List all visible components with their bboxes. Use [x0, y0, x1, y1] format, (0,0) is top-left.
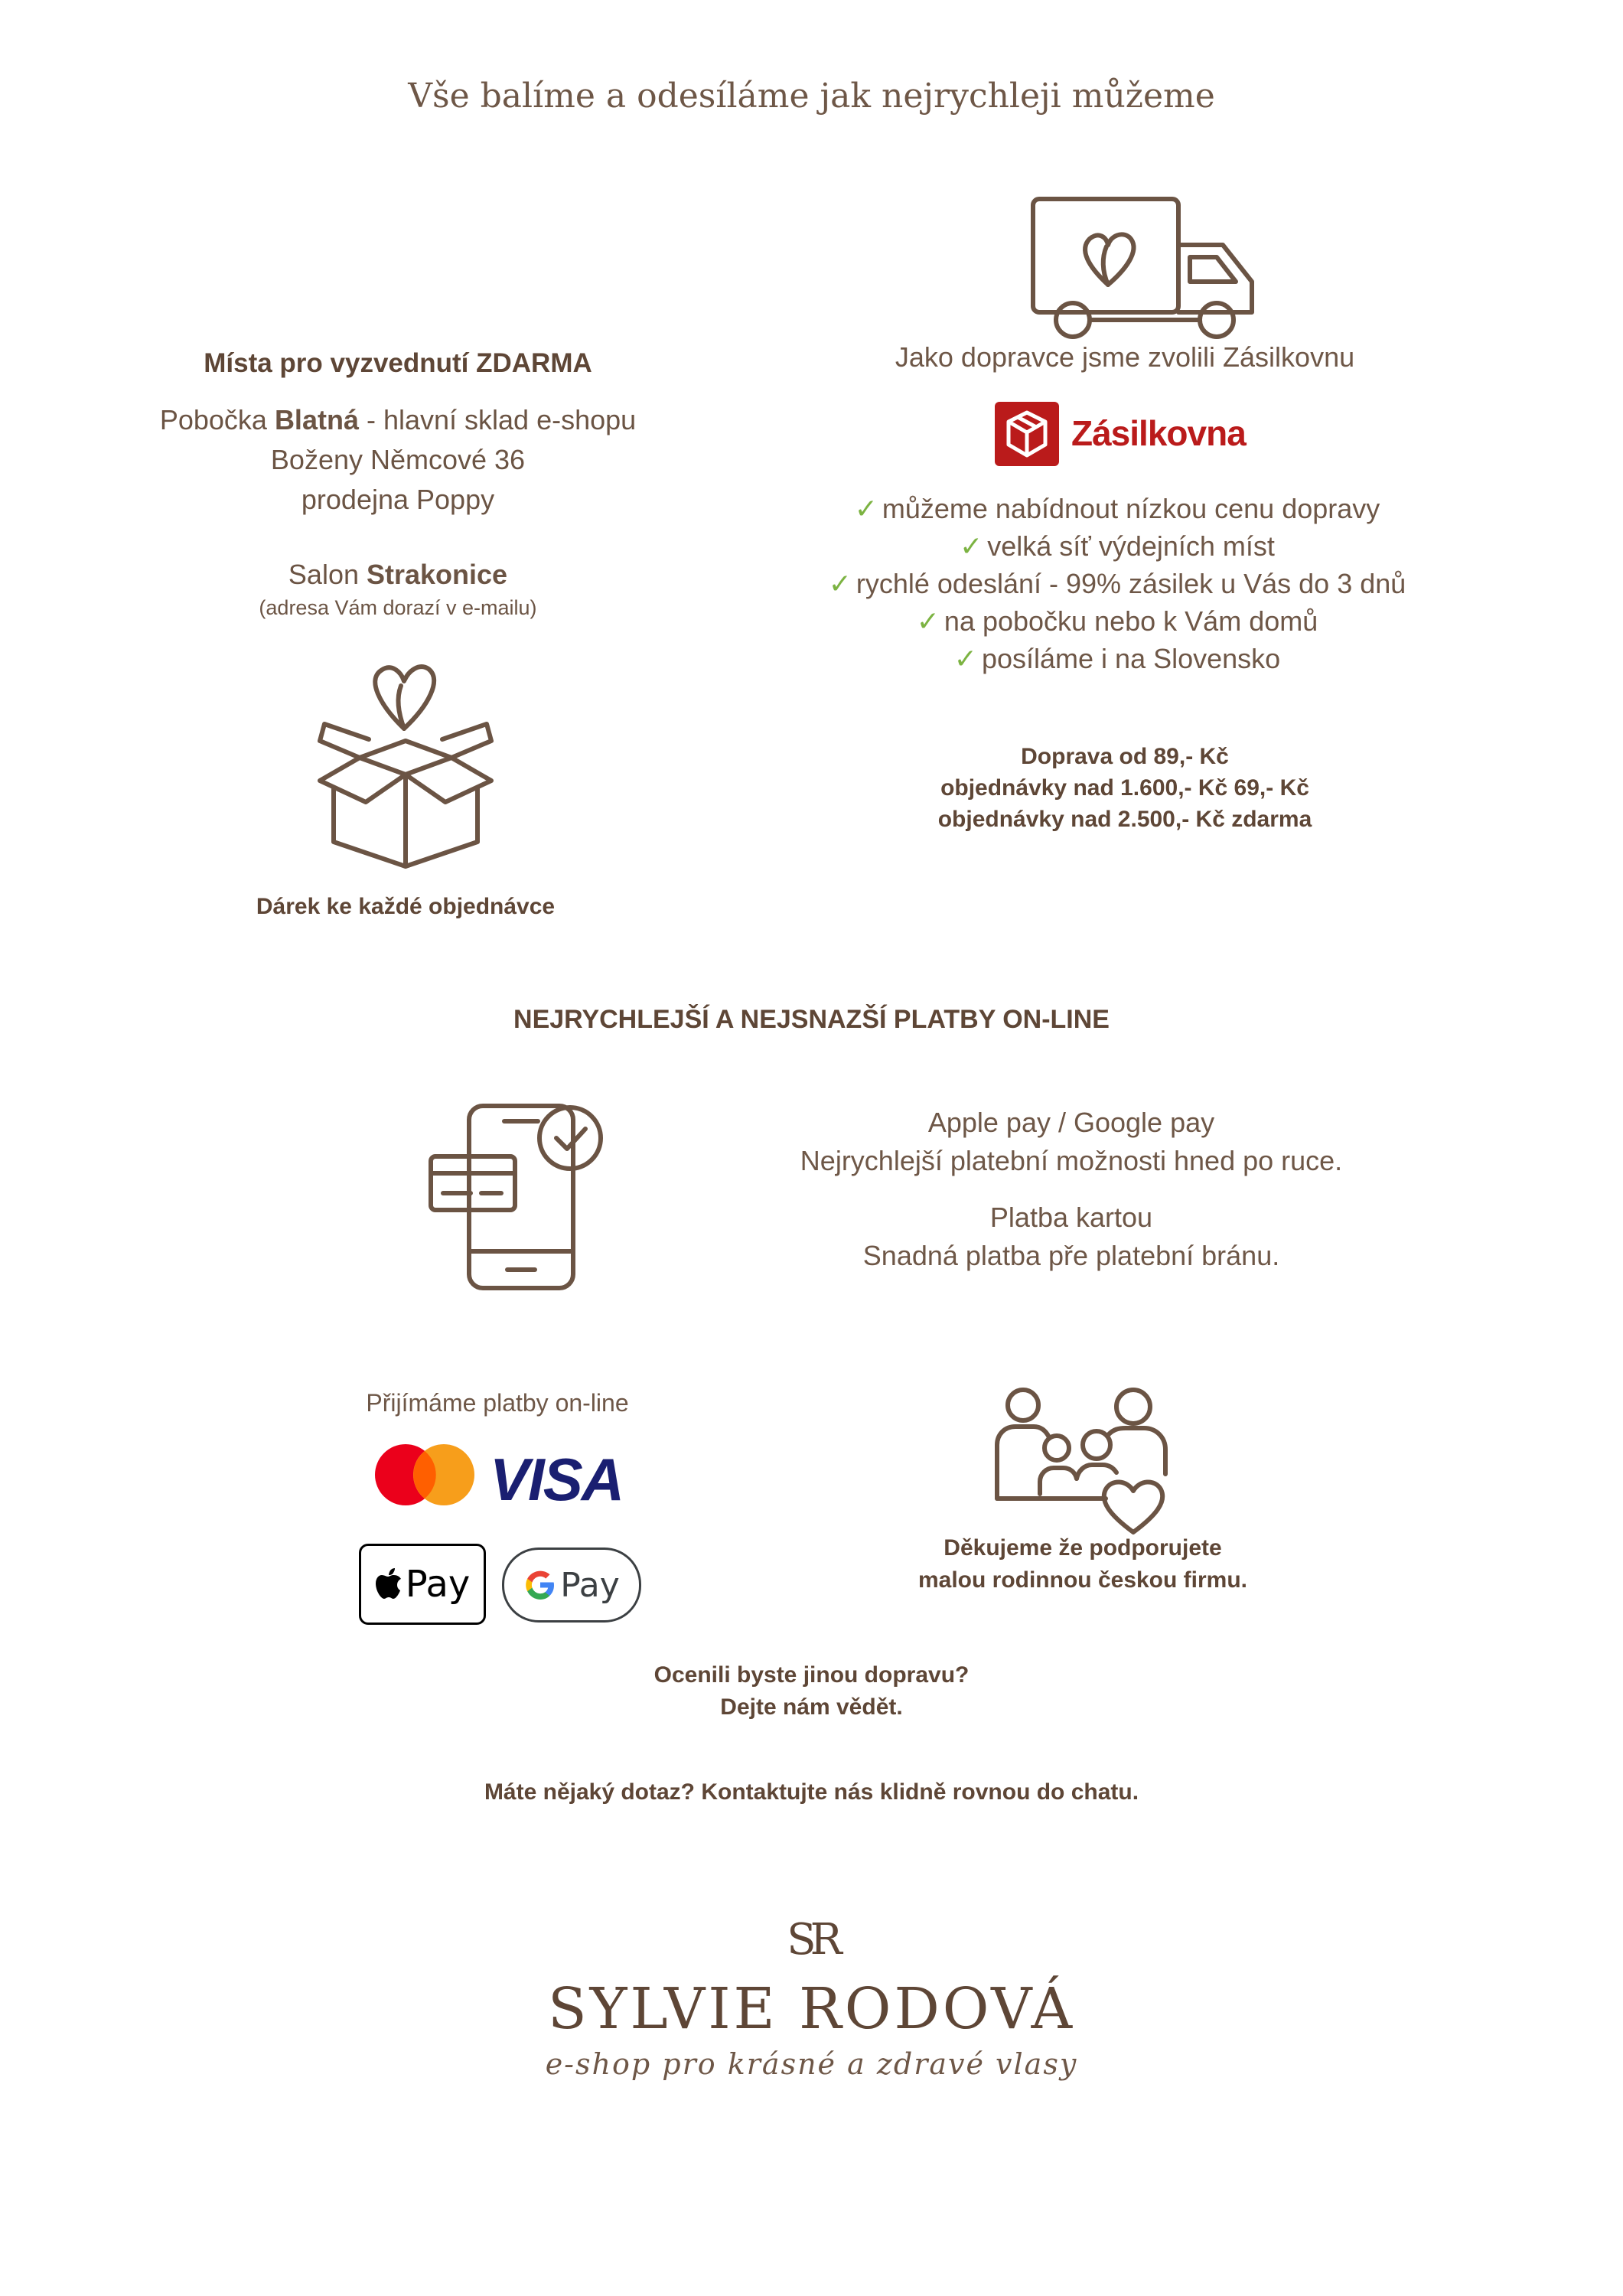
contact-line2: Dejte nám vědět.	[720, 1694, 903, 1720]
mobile-payment-icon	[425, 1098, 616, 1297]
payment-methods-info	[712, 1104, 1431, 1275]
check-icon: ✓	[953, 643, 977, 674]
shipping-pricing	[765, 741, 1484, 835]
brand-monogram: SR	[787, 1915, 836, 1965]
pricing-line: objednávky nad 2.500,- Kč zdarma	[937, 807, 1312, 832]
brand-tagline: e-shop pro krásné a zdravé vlasy	[545, 2047, 1078, 2081]
check-icon: ✓	[854, 493, 878, 524]
branch-prefix: Pobočka	[159, 404, 275, 435]
check-icon: ✓	[960, 530, 983, 562]
contact-chat: Máte nějaký dotaz? Kontaktujte nás klidně rovnou do chatu.	[484, 1779, 1139, 1805]
card-desc: Snadná platba pře platební bránu.	[862, 1240, 1280, 1271]
apple-google-desc: Nejrychlejší platební možnosti hned po ruce.	[800, 1145, 1343, 1176]
family-thanks-line1: Děkujeme že podporujete	[943, 1535, 1222, 1561]
carrier-intro: Jako dopravce jsme zvolili Zásilkovnu	[895, 341, 1355, 373]
family-heart-icon	[991, 1384, 1182, 1537]
payments-title: NEJRYCHLEJŠÍ A NEJSNAZŠÍ PLATBY ON-LINE	[513, 1005, 1110, 1034]
salon-city: Strakonice	[367, 559, 508, 590]
benefit-item: ✓ rychlé odeslání - 99% zásilek u Vás do 3 dnů	[828, 568, 1406, 599]
salon-note: (adresa Vám dorazí v e-mailu)	[259, 596, 537, 619]
check-icon: ✓	[828, 568, 852, 599]
family-thanks	[853, 1532, 1312, 1596]
carrier-benefits	[735, 490, 1500, 677]
page-title: Vše balíme a odesíláme jak nejrychleji můžeme	[408, 77, 1215, 116]
branch-shop: prodejna Poppy	[301, 484, 495, 515]
branch-suffix: - hlavní sklad e-shopu	[358, 404, 637, 435]
contact-section	[0, 1659, 1623, 1808]
pickup-section	[77, 348, 719, 621]
salon-prefix: Salon	[288, 559, 367, 590]
gift-label: Dárek ke každé objednávce	[256, 894, 556, 919]
pricing-line: objednávky nad 1.600,- Kč 69,- Kč	[940, 775, 1309, 801]
pricing-line: Doprava od 89,- Kč	[1021, 744, 1229, 769]
benefit-item: ✓ velká síť výdejních míst	[960, 530, 1275, 562]
benefit-item: ✓ na pobočku nebo k Vám domů	[916, 605, 1318, 637]
brand-name: SYLVIE RODOVÁ	[547, 1976, 1076, 2042]
mastercard-icon	[371, 1440, 478, 1509]
contact-line1: Ocenili byste jinou dopravu?	[653, 1662, 970, 1688]
salon-line	[77, 555, 719, 595]
google-pay-badge	[502, 1548, 641, 1623]
branch-street: Boženy Němcové 36	[270, 444, 526, 475]
pickup-title: Místa pro vyzvednutí ZDARMA	[204, 348, 592, 378]
check-icon: ✓	[916, 605, 940, 637]
pickup-branch-line	[77, 400, 719, 440]
gift-box-heart-icon	[306, 658, 505, 880]
apple-pay-badge	[359, 1544, 486, 1625]
zasilkovna-logo-text: Zásilkovna	[1071, 413, 1246, 453]
accepted-payments-label: Přijímáme platby on-line	[366, 1389, 629, 1417]
apple-logo-icon	[375, 1568, 402, 1600]
apple-pay-text: Pay	[405, 1563, 471, 1606]
apple-google-title: Apple pay / Google pay	[927, 1107, 1215, 1138]
zasilkovna-box-icon	[995, 402, 1059, 466]
google-g-icon	[523, 1568, 557, 1602]
visa-logo: VISA	[490, 1446, 624, 1513]
google-pay-text: Pay	[560, 1565, 620, 1605]
card-title: Platba kartou	[989, 1202, 1153, 1233]
family-thanks-line2: malou rodinnou českou firmu.	[917, 1567, 1248, 1593]
benefit-item: ✓ můžeme nabídnout nízkou cenu dopravy	[854, 493, 1380, 524]
zasilkovna-logo	[995, 402, 1247, 463]
delivery-truck-heart-icon	[1025, 191, 1263, 344]
benefit-item: ✓ posíláme i na Slovensko	[953, 643, 1281, 674]
branch-city: Blatná	[274, 404, 359, 435]
